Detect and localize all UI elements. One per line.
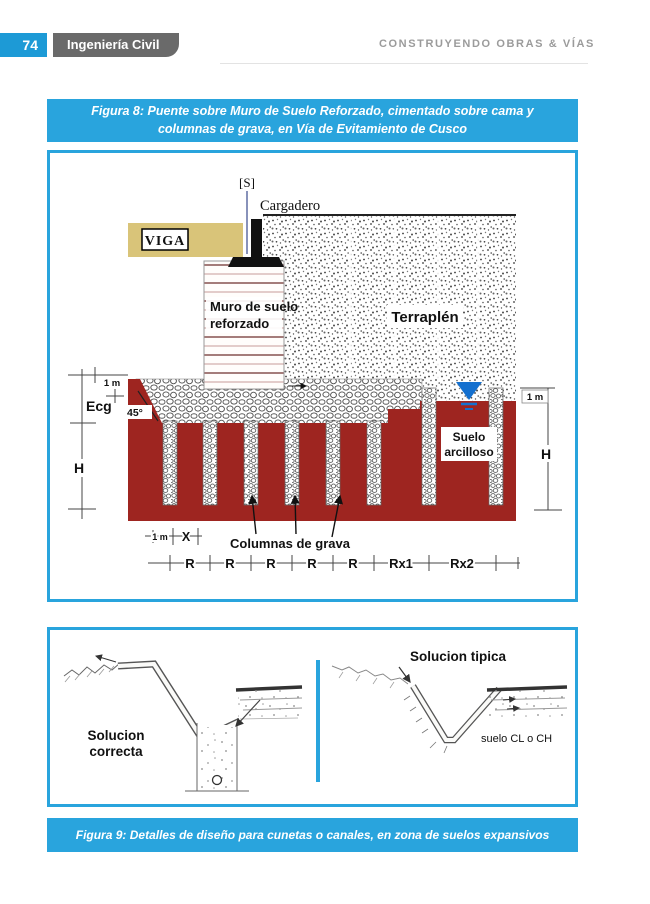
section-label: Ingeniería Civil bbox=[53, 33, 179, 57]
layered-soil-right-panel bbox=[487, 687, 567, 718]
muro-label-line1: Muro de suelo bbox=[210, 299, 299, 314]
figure8-caption: Figura 8: Puente sobre Muro de Suelo Reforzado, cimentado sobre cama y columnas de grava, en Vía de Evitamiento de Cusco bbox=[47, 99, 578, 142]
r-label-3: R bbox=[266, 556, 276, 571]
gravel-column bbox=[203, 421, 217, 505]
sketch-typical-solution bbox=[332, 649, 567, 753]
r-label-5: R bbox=[348, 556, 358, 571]
gravel-column bbox=[326, 421, 340, 505]
columnas-grava-label: Columnas de grava bbox=[230, 536, 350, 551]
r-label-4: R bbox=[307, 556, 317, 571]
figure9-panel bbox=[47, 627, 578, 807]
ground-line-right bbox=[332, 666, 408, 684]
beam bbox=[128, 223, 243, 257]
ecg-label: Ecg bbox=[86, 398, 112, 414]
header-right-title: CONSTRUYENDO OBRAS & VÍAS bbox=[378, 38, 595, 50]
suelo-label-line1: Suelo bbox=[452, 430, 486, 444]
r-label-1: R bbox=[185, 556, 195, 571]
figure8-diagram bbox=[50, 153, 575, 599]
muro-label-line2: reforzado bbox=[210, 316, 270, 331]
v-channel-outer bbox=[413, 686, 499, 740]
one-m-top-left-label: 1 m bbox=[103, 378, 121, 389]
left-dimensions bbox=[68, 367, 128, 519]
suelo-cl-ch-label: suelo CL o CH bbox=[481, 733, 553, 745]
rx1-label: Rx1 bbox=[389, 556, 413, 571]
x-dim-label: X bbox=[181, 530, 191, 544]
figure8-panel bbox=[47, 150, 578, 602]
solucion-correcta-line1: Solucion bbox=[87, 728, 145, 743]
s-point-label: [S] bbox=[239, 175, 255, 190]
gravel-column bbox=[367, 421, 381, 505]
bearing-stem bbox=[251, 219, 262, 259]
terraplen-label: Terraplén bbox=[391, 309, 459, 326]
bearing-flange bbox=[228, 257, 284, 267]
gravel-column bbox=[422, 388, 436, 505]
sketch-correct-solution bbox=[64, 656, 302, 791]
r-label-2: R bbox=[225, 556, 235, 571]
gravel-column bbox=[244, 421, 258, 505]
flow-arrow-left bbox=[96, 656, 116, 662]
drain-pipe-icon bbox=[213, 776, 222, 785]
suelo-label-line2: arcilloso bbox=[444, 445, 494, 459]
header-divider bbox=[220, 63, 588, 64]
rx2-label: Rx2 bbox=[450, 556, 474, 571]
figure9-diagram bbox=[50, 630, 575, 804]
solucion-tipica-label: Solucion tipica bbox=[409, 649, 507, 664]
one-m-top-right-label: 1 m bbox=[526, 392, 544, 403]
angle-45-label: 45° bbox=[127, 407, 143, 419]
gravel-column bbox=[163, 421, 177, 505]
gravel-column bbox=[285, 421, 299, 505]
cargadero-label: Cargadero bbox=[260, 198, 321, 214]
one-m-bottom-label: 1 m bbox=[152, 532, 168, 542]
page-number-badge: 74 bbox=[0, 33, 47, 57]
h-right-label: H bbox=[541, 446, 552, 462]
solucion-correcta-line2: correcta bbox=[89, 744, 143, 759]
clay-step bbox=[388, 409, 422, 425]
reinforced-soil-wall bbox=[204, 261, 298, 389]
figure9-caption: Figura 9: Detalles de diseño para cunetas o canales, en zona de suelos expansivos bbox=[47, 818, 578, 852]
viga-label: VIGA bbox=[144, 234, 186, 249]
ground-hatches-right bbox=[339, 672, 394, 688]
flow-arrow-right bbox=[399, 667, 410, 682]
h-left-label: H bbox=[74, 460, 85, 476]
